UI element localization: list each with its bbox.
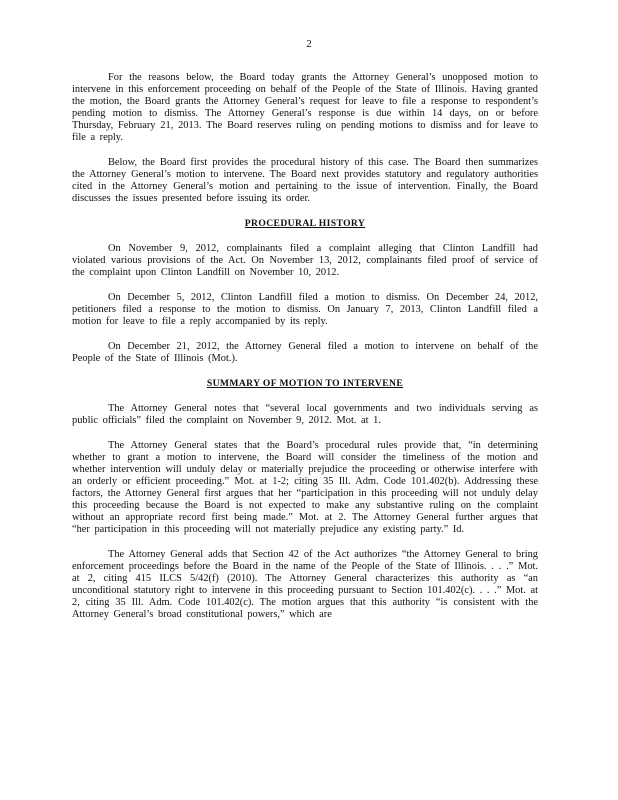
procedural-paragraph: On December 21, 2012, the Attorney General filed a motion to intervene on behalf of the People of the State of Illinois (Mot.). bbox=[72, 341, 538, 364]
summary-paragraph: The Attorney General notes that “several local governments and two individuals serving as public officials” filed the complaint on November 9, 2012. Mot. at 1. bbox=[72, 403, 538, 426]
intro-paragraph: Below, the Board first provides the procedural history of this case. The Board then summarizes the Attorney General’s motion to intervene. The Board next provides statutory and regulatory authorities cited in the Attorney General’s motion and pertaining to the issue of intervention. Finally, the Board discusses the issues presented before issuing its order. bbox=[72, 157, 538, 204]
page-number: 2 bbox=[306, 38, 312, 50]
procedural-paragraph: On December 5, 2012, Clinton Landfill filed a motion to dismiss. On December 24, 2012, petitioners filed a response to the motion to dismiss. On January 7, 2013, Clinton Landfill filed a motion for leave to file a reply accompanied by its reply. bbox=[72, 292, 538, 327]
summary-paragraph: The Attorney General adds that Section 42 of the Act authorizes “the Attorney General to bring enforcement proceedings before the Board in the name of the People of the State of Illinois. . . .” Mot. at 2, citing 415 ILCS 5/42(f) (2010). The Attorney General characterizes this authority as “an unconditional statutory right to intervene in this proceeding pursuant to Section 101.402(c). . . .” Mot. at 2, citing 35 Ill. Adm. Code 101.402(c). The motion argues that this authority “is consistent with the Attorney General’s broad constitutional powers,” which are bbox=[72, 549, 538, 620]
section-heading-summary: SUMMARY OF MOTION TO INTERVENE bbox=[206, 378, 404, 389]
section-heading-procedural-history: PROCEDURAL HISTORY bbox=[244, 218, 366, 229]
intro-paragraph: For the reasons below, the Board today grants the Attorney General’s unopposed motion to intervene in this enforcement proceeding on behalf of the People of the State of Illinois. Having granted the motion, the Board grants the Attorney General’s request for leave to file a response to respondent’s pending motion to dismiss. The Attorney General’s response is due within 14 days, on or before Thursday, February 21, 2013. The Board reserves ruling on pending motions to dismiss and for leave to file a reply. bbox=[72, 72, 538, 143]
document-body bbox=[72, 72, 538, 634]
procedural-paragraph: On November 9, 2012, complainants filed a complaint alleging that Clinton Landfill had violated various provisions of the Act. On November 13, 2012, complainants filed proof of service of the complaint upon Clinton Landfill on November 10, 2012. bbox=[72, 243, 538, 278]
summary-paragraph: The Attorney General states that the Board’s procedural rules provide that, “in determining whether to grant a motion to intervene, the Board will consider the timeliness of the motion and whether intervention will unduly delay or materially prejudice the proceeding or otherwise interfere with an orderly or efficient proceeding.” Mot. at 1-2; citing 35 Ill. Adm. Code 101.402(b). Addressing these factors, the Attorney General first argues that her “participation in this proceeding will not unduly delay this proceeding because the Board is not expected to make any substantive ruling on the complaint without an appropriate record first being made.” Mot. at 2. The Attorney General further argues that “her participation in this proceeding will not materially prejudice any existing party.” Id. bbox=[72, 440, 538, 535]
